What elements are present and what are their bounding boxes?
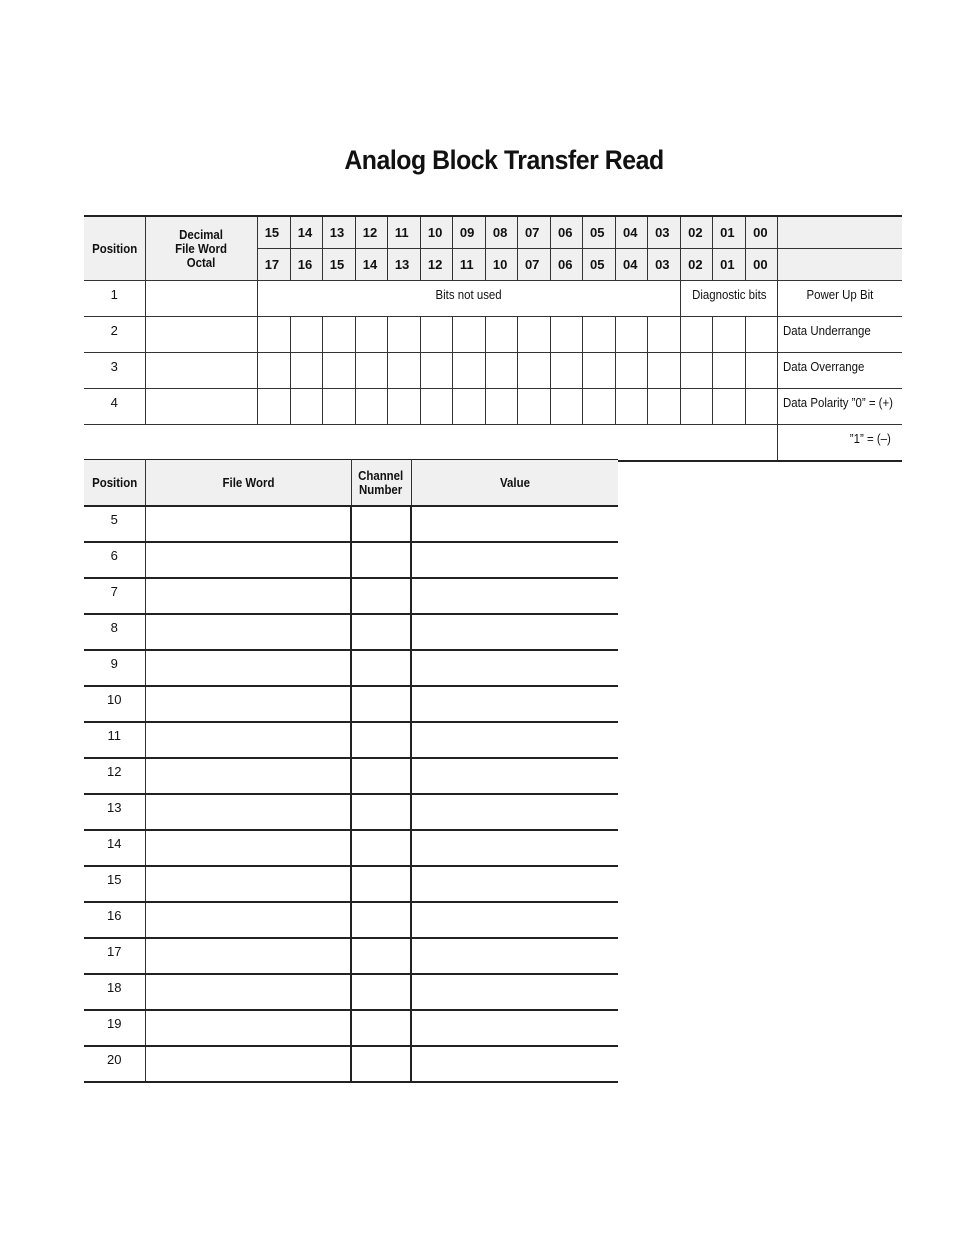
decimal-bit-header: 06	[550, 216, 582, 249]
bits-not-used-label: Bits not used	[257, 281, 680, 317]
bit-cell[interactable]	[452, 317, 485, 353]
bit-cell[interactable]	[746, 317, 778, 353]
decimal-bit-header: 01	[713, 216, 746, 249]
position-cell: 15	[84, 866, 145, 902]
value-cell[interactable]	[411, 1046, 618, 1082]
channel-number-cell[interactable]	[351, 830, 411, 866]
bit-cell[interactable]	[485, 353, 517, 389]
position-cell: 2	[84, 317, 145, 353]
file-word-cell[interactable]	[145, 614, 351, 650]
bit-cell[interactable]	[290, 353, 322, 389]
table-row	[84, 1010, 618, 1046]
channel-number-cell[interactable]	[351, 974, 411, 1010]
bit-cell[interactable]	[681, 353, 713, 389]
bit-cell[interactable]	[290, 389, 322, 425]
file-word-cell[interactable]	[145, 1046, 351, 1082]
decimal-bit-header: 13	[322, 216, 355, 249]
header-spacer	[778, 249, 902, 281]
file-word-cell[interactable]	[145, 974, 351, 1010]
diagnostic-bits-label: Diagnostic bits	[681, 281, 778, 317]
value-cell[interactable]	[411, 506, 618, 542]
table-row	[84, 938, 618, 974]
file-word-cell[interactable]	[145, 938, 351, 974]
position-cell: 6	[84, 542, 145, 578]
decimal-bit-header: 14	[290, 216, 322, 249]
bit-cell[interactable]	[583, 389, 616, 425]
bit-cell[interactable]	[485, 389, 517, 425]
bit-cell[interactable]	[550, 317, 582, 353]
bit-cell[interactable]	[648, 317, 681, 353]
bit-cell[interactable]	[550, 389, 582, 425]
bit-cell[interactable]	[485, 317, 517, 353]
bit-layout-table	[84, 215, 902, 462]
table-row	[84, 614, 618, 650]
bit-cell[interactable]	[648, 353, 681, 389]
octal-bit-header: 01	[713, 249, 746, 281]
file-word-cell[interactable]	[145, 794, 351, 830]
file-word-cell[interactable]	[145, 758, 351, 794]
channel-number-cell[interactable]	[351, 794, 411, 830]
file-word-cell[interactable]	[145, 317, 257, 353]
position-cell: 8	[84, 614, 145, 650]
value-cell[interactable]	[411, 614, 618, 650]
bit-cell[interactable]	[681, 389, 713, 425]
position-cell: 16	[84, 902, 145, 938]
value-cell[interactable]	[411, 974, 618, 1010]
position-cell: 13	[84, 794, 145, 830]
position-cell: 9	[84, 650, 145, 686]
channel-number-cell[interactable]	[351, 614, 411, 650]
bit-cell[interactable]	[517, 353, 550, 389]
octal-bit-header: 03	[648, 249, 681, 281]
value-header: Value	[411, 460, 618, 507]
bit-cell[interactable]	[420, 389, 452, 425]
position-cell: 1	[84, 281, 145, 317]
table-row	[84, 542, 618, 578]
value-cell[interactable]	[411, 686, 618, 722]
value-cell[interactable]	[411, 722, 618, 758]
decimal-bit-header: 09	[452, 216, 485, 249]
position-cell: 11	[84, 722, 145, 758]
value-cell[interactable]	[411, 902, 618, 938]
position-cell: 19	[84, 1010, 145, 1046]
value-cell[interactable]	[411, 830, 618, 866]
octal-bit-header: 11	[452, 249, 485, 281]
channel-number-header: Channel Number	[351, 460, 411, 507]
file-word-cell[interactable]	[145, 542, 351, 578]
bit-cell[interactable]	[387, 389, 420, 425]
bit-cell[interactable]	[257, 317, 290, 353]
position-cell: 20	[84, 1046, 145, 1082]
table-row	[84, 686, 618, 722]
table-row	[84, 866, 618, 902]
bit-cell[interactable]	[355, 389, 387, 425]
bit-cell[interactable]	[648, 389, 681, 425]
bit-cell[interactable]	[355, 317, 387, 353]
channel-number-cell[interactable]	[351, 866, 411, 902]
channel-number-cell[interactable]	[351, 542, 411, 578]
row-description: Data Overrange	[778, 353, 902, 389]
bit-cell[interactable]	[452, 389, 485, 425]
octal-bit-header: 00	[746, 249, 778, 281]
octal-bit-header: 16	[290, 249, 322, 281]
position-cell: 14	[84, 830, 145, 866]
file-word-header: File Word	[145, 460, 351, 507]
channel-number-cell[interactable]	[351, 1010, 411, 1046]
row-description: Data Underrange	[778, 317, 902, 353]
octal-bit-header: 04	[616, 249, 648, 281]
position-cell: 7	[84, 578, 145, 614]
bit-cell[interactable]	[713, 317, 746, 353]
bit-cell[interactable]	[550, 353, 582, 389]
channel-number-cell[interactable]	[351, 722, 411, 758]
header-spacer	[778, 216, 902, 249]
bit-cell[interactable]	[681, 317, 713, 353]
octal-bit-header: 10	[485, 249, 517, 281]
value-cell[interactable]	[411, 938, 618, 974]
polarity-note: ”1” = (–)	[778, 425, 902, 462]
value-cell[interactable]	[411, 650, 618, 686]
bit-cell[interactable]	[616, 389, 648, 425]
table-row	[84, 758, 618, 794]
decimal-bit-header: 08	[485, 216, 517, 249]
octal-bit-header: 07	[517, 249, 550, 281]
file-word-cell[interactable]	[145, 650, 351, 686]
value-table	[84, 459, 618, 1083]
channel-number-cell[interactable]	[351, 650, 411, 686]
octal-bit-header: 05	[583, 249, 616, 281]
value-cell[interactable]	[411, 578, 618, 614]
position-cell: 3	[84, 353, 145, 389]
position-cell: 17	[84, 938, 145, 974]
decimal-bit-header: 07	[517, 216, 550, 249]
channel-number-cell[interactable]	[351, 758, 411, 794]
bit-cell[interactable]	[746, 389, 778, 425]
value-cell[interactable]	[411, 794, 618, 830]
file-word-cell[interactable]	[145, 353, 257, 389]
decimal-bit-header: 12	[355, 216, 387, 249]
blank-row	[84, 425, 778, 462]
bit-cell[interactable]	[616, 353, 648, 389]
decimal-bit-header: 11	[387, 216, 420, 249]
bit-cell[interactable]	[583, 353, 616, 389]
bit-cell[interactable]	[420, 317, 452, 353]
bit-cell[interactable]	[616, 317, 648, 353]
file-word-cell[interactable]	[145, 506, 351, 542]
bit-cell[interactable]	[290, 317, 322, 353]
decimal-bit-header: 10	[420, 216, 452, 249]
file-word-cell[interactable]	[145, 830, 351, 866]
octal-bit-header: 13	[387, 249, 420, 281]
bit-cell[interactable]	[322, 353, 355, 389]
channel-number-cell[interactable]	[351, 578, 411, 614]
bit-cell[interactable]	[713, 353, 746, 389]
position-header: Position	[84, 216, 145, 281]
channel-number-cell[interactable]	[351, 1046, 411, 1082]
table-row	[84, 506, 618, 542]
decimal-bit-header: 15	[257, 216, 290, 249]
table-row	[84, 830, 618, 866]
bit-cell[interactable]	[387, 353, 420, 389]
channel-number-cell[interactable]	[351, 902, 411, 938]
file-word-cell[interactable]	[145, 902, 351, 938]
file-word-cell[interactable]	[145, 281, 257, 317]
value-cell[interactable]	[411, 542, 618, 578]
octal-bit-header: 14	[355, 249, 387, 281]
bit-cell[interactable]	[257, 353, 290, 389]
file-word-cell[interactable]	[145, 389, 257, 425]
table-row	[84, 902, 618, 938]
bit-cell[interactable]	[583, 317, 616, 353]
table-row	[84, 650, 618, 686]
value-cell[interactable]	[411, 1010, 618, 1046]
bit-cell[interactable]	[322, 389, 355, 425]
decimal-bit-header: 03	[648, 216, 681, 249]
value-cell[interactable]	[411, 758, 618, 794]
table-row	[84, 578, 618, 614]
channel-number-cell[interactable]	[351, 506, 411, 542]
table-row	[84, 1046, 618, 1082]
octal-bit-header: 06	[550, 249, 582, 281]
channel-number-cell[interactable]	[351, 686, 411, 722]
channel-number-cell[interactable]	[351, 938, 411, 974]
octal-bit-header: 17	[257, 249, 290, 281]
file-word-cell[interactable]	[145, 722, 351, 758]
position-cell: 18	[84, 974, 145, 1010]
file-word-header: Decimal File Word Octal	[145, 216, 257, 281]
bit-cell[interactable]	[420, 353, 452, 389]
position-cell: 5	[84, 506, 145, 542]
bit-cell[interactable]	[517, 317, 550, 353]
file-word-cell[interactable]	[145, 866, 351, 902]
bit-cell[interactable]	[355, 353, 387, 389]
decimal-bit-header: 04	[616, 216, 648, 249]
bit-cell[interactable]	[387, 317, 420, 353]
value-cell[interactable]	[411, 866, 618, 902]
octal-bit-header: 15	[322, 249, 355, 281]
decimal-bit-header: 05	[583, 216, 616, 249]
bit-cell[interactable]	[517, 389, 550, 425]
power-up-bit-label: Power Up Bit	[778, 281, 902, 317]
file-word-cell[interactable]	[145, 1010, 351, 1046]
position-cell: 10	[84, 686, 145, 722]
file-word-cell[interactable]	[145, 578, 351, 614]
decimal-bit-header: 00	[746, 216, 778, 249]
position-cell: 4	[84, 389, 145, 425]
file-word-cell[interactable]	[145, 686, 351, 722]
bit-cell[interactable]	[257, 389, 290, 425]
position-header: Position	[84, 460, 145, 507]
bit-cell[interactable]	[713, 389, 746, 425]
bit-cell[interactable]	[452, 353, 485, 389]
table-row	[84, 974, 618, 1010]
page-title: Analog Block Transfer Read	[344, 145, 664, 175]
table-row	[84, 722, 618, 758]
decimal-bit-header: 02	[681, 216, 713, 249]
row-description: Data Polarity ”0” = (+)	[778, 389, 902, 425]
octal-bit-header: 12	[420, 249, 452, 281]
position-cell: 12	[84, 758, 145, 794]
octal-bit-header: 02	[681, 249, 713, 281]
bit-cell[interactable]	[746, 353, 778, 389]
table-row	[84, 794, 618, 830]
bit-cell[interactable]	[322, 317, 355, 353]
